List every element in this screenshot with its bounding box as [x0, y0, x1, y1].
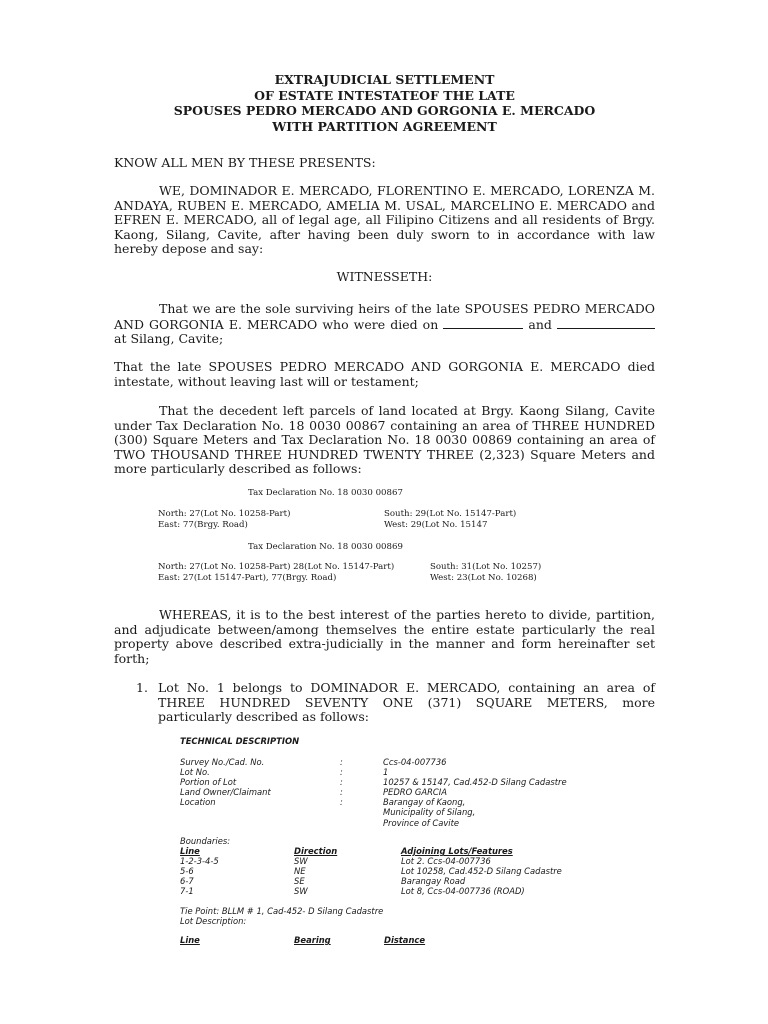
know-all-men: KNOW ALL MEN BY THESE PRESENTS:	[114, 155, 376, 170]
field-row	[180, 777, 567, 787]
header-line: Line	[180, 935, 200, 945]
cell-adjoining: Barangay Road	[401, 876, 466, 887]
cell-line: 1-2-3-4-5	[180, 856, 219, 867]
field-value: 1	[383, 767, 389, 778]
td2-west: West: 23(Lot No. 10268)	[430, 572, 537, 583]
td2-south: South: 31(Lot No. 10257)	[430, 562, 542, 572]
field-value: PEDRO GARCIA	[383, 787, 447, 798]
header-bearing: Bearing	[294, 935, 331, 945]
cell-adjoining: Lot 10258, Cad.452-D Silang Cadastre	[401, 866, 562, 877]
cell-line: 7-1	[180, 886, 194, 897]
td2-north: North: 27(Lot No. 10258-Part) 28(Lot No. 15147-Part)	[158, 562, 395, 572]
header-adjoining: Adjoining Lots/Features	[401, 846, 513, 857]
cell-direction: SW	[294, 856, 308, 867]
cell-adjoining: Lot 8, Ccs-04-007736 (ROAD)	[401, 886, 525, 897]
td1-west: West: 29(Lot No. 15147	[384, 519, 488, 530]
heirs-text-b: at Silang, Cavite;	[114, 331, 224, 347]
tax-declaration-1-heading: Tax Declaration No. 18 0030 00867	[248, 488, 403, 498]
paragraph-whereas: WHEREAS, it is to the best interest of the parties hereto to divide, partition, and adjudicate between/among themselves the entire estate particularly the real property above described extra-judicially in the manner and form hereinafter set forth;	[114, 607, 655, 666]
title-line-1: EXTRAJUDICIAL SETTLEMENT	[274, 72, 495, 87]
cell-line: 6-7	[180, 876, 194, 887]
field-separator: :	[340, 797, 343, 808]
tie-point-block	[180, 906, 383, 926]
field-value: Ccs-04-007736	[383, 757, 447, 767]
field-label: Survey No./Cad. No.	[180, 757, 265, 767]
td1-east: East: 77(Brgy. Road)	[158, 519, 248, 530]
table-row	[180, 856, 562, 866]
title-line-2: OF ESTATE INTESTATEOF THE LATE	[254, 87, 515, 103]
lot-description-header-row	[180, 935, 425, 945]
tie-point: Tie Point: BLLM # 1, Cad-452- D Silang Cadastre	[180, 906, 384, 916]
field-label: Lot No.	[180, 767, 210, 778]
location-line: Municipality of Silang,	[383, 807, 476, 818]
field-row	[180, 807, 567, 817]
location-line: Province of Cavite	[383, 817, 460, 828]
table-row	[180, 876, 562, 886]
heirs-text-a: That we are the sole surviving heirs of the late SPOUSES PEDRO MERCADO AND GORGONIA E. MERCADO who were died on	[114, 301, 655, 332]
cell-direction: NE	[294, 866, 306, 877]
header-direction: Direction	[294, 846, 338, 857]
tax-declaration-1-boundaries	[158, 509, 578, 530]
field-row	[180, 797, 567, 807]
field-separator: :	[340, 757, 343, 767]
technical-fields	[180, 757, 567, 828]
field-label: Portion of Lot	[180, 777, 237, 788]
field-row	[180, 767, 567, 777]
table-row	[180, 866, 562, 876]
document-title	[114, 72, 655, 134]
field-row	[180, 757, 567, 767]
paragraph-parties: WE, DOMINADOR E. MERCADO, FLORENTINO E. MERCADO, LORENZA M. ANDAYA, RUBEN E. MERCADO, AMELIA M. USAL, MARCELINO E. MERCADO and EFREN E. MERCADO, all of legal age, all Filipino Citizens and all residents of Brgy. Kaong, Silang, Cavite, after having been duly sworn to in accordance with law hereby depose and say:	[114, 183, 655, 257]
cell-adjoining: Lot 2. Ccs-04-007736	[401, 856, 491, 867]
header-distance: Distance	[384, 935, 426, 945]
tax-declaration-2-boundaries	[158, 562, 558, 583]
field-separator: :	[340, 767, 343, 778]
field-value: 10257 & 15147, Cad.452-D Silang Cadastre	[383, 777, 567, 788]
field-separator: :	[340, 777, 343, 788]
field-label: Land Owner/Claimant	[180, 787, 271, 798]
technical-description-heading: TECHNICAL DESCRIPTION	[180, 736, 300, 746]
title-line-4: WITH PARTITION AGREEMENT	[272, 118, 497, 134]
paragraph-intestate: That the late SPOUSES PEDRO MERCADO AND GORGONIA E. MERCADO died intestate, without leaving last will or testament;	[114, 359, 655, 389]
paragraph-parcels: That the decedent left parcels of land located at Brgy. Kaong Silang, Cavite under Tax Declaration No. 18 0030 00867 containing an area of THREE HUNDRED (300) Square Meters and Tax Declaration No. 18 0030 00869 containing an area of TWO THOUSAND THREE HUNDRED TWENTY THREE (2,323) Square Meters and more particularly described as follows:	[114, 403, 655, 477]
boundaries-label: Boundaries:	[180, 836, 231, 846]
td1-south: South: 29(Lot No. 15147-Part)	[384, 509, 517, 519]
field-row	[180, 818, 567, 828]
td1-north: North: 27(Lot No. 10258-Part)	[158, 509, 291, 519]
field-row	[180, 787, 567, 797]
heirs-and: and	[528, 316, 552, 332]
field-label: Location	[180, 797, 216, 808]
cell-line: 5-6	[180, 866, 194, 877]
header-line: Line	[180, 846, 200, 857]
title-line-3: SPOUSES PEDRO MERCADO AND GORGONIA E. MERCADO	[173, 103, 596, 118]
item-1-text: Lot No. 1 belongs to DOMINADOR E. MERCADO, containing an area of THREE HUNDRED SEVENTY ONE (371) SQUARE METERS, more particularly described as follows:	[158, 680, 655, 725]
date-blank-1	[443, 317, 523, 329]
witnesseth-heading: WITNESSETH:	[336, 269, 433, 284]
td2-east: East: 27(Lot 15147-Part), 77(Brgy. Road)	[158, 572, 337, 583]
field-separator: :	[340, 787, 343, 798]
table-row	[180, 886, 562, 896]
date-blank-2	[557, 317, 655, 329]
field-value: Barangay of Kaong,	[383, 797, 466, 808]
cell-direction: SE	[294, 876, 305, 887]
cell-direction: SW	[294, 886, 308, 897]
boundaries-header-row	[180, 846, 562, 856]
boundaries-table	[180, 836, 562, 897]
item-1-number: 1.	[136, 680, 148, 695]
tax-declaration-2-heading: Tax Declaration No. 18 0030 00869	[248, 542, 403, 552]
paragraph-heirs	[114, 302, 655, 347]
lot-description-label: Lot Description:	[180, 916, 247, 927]
